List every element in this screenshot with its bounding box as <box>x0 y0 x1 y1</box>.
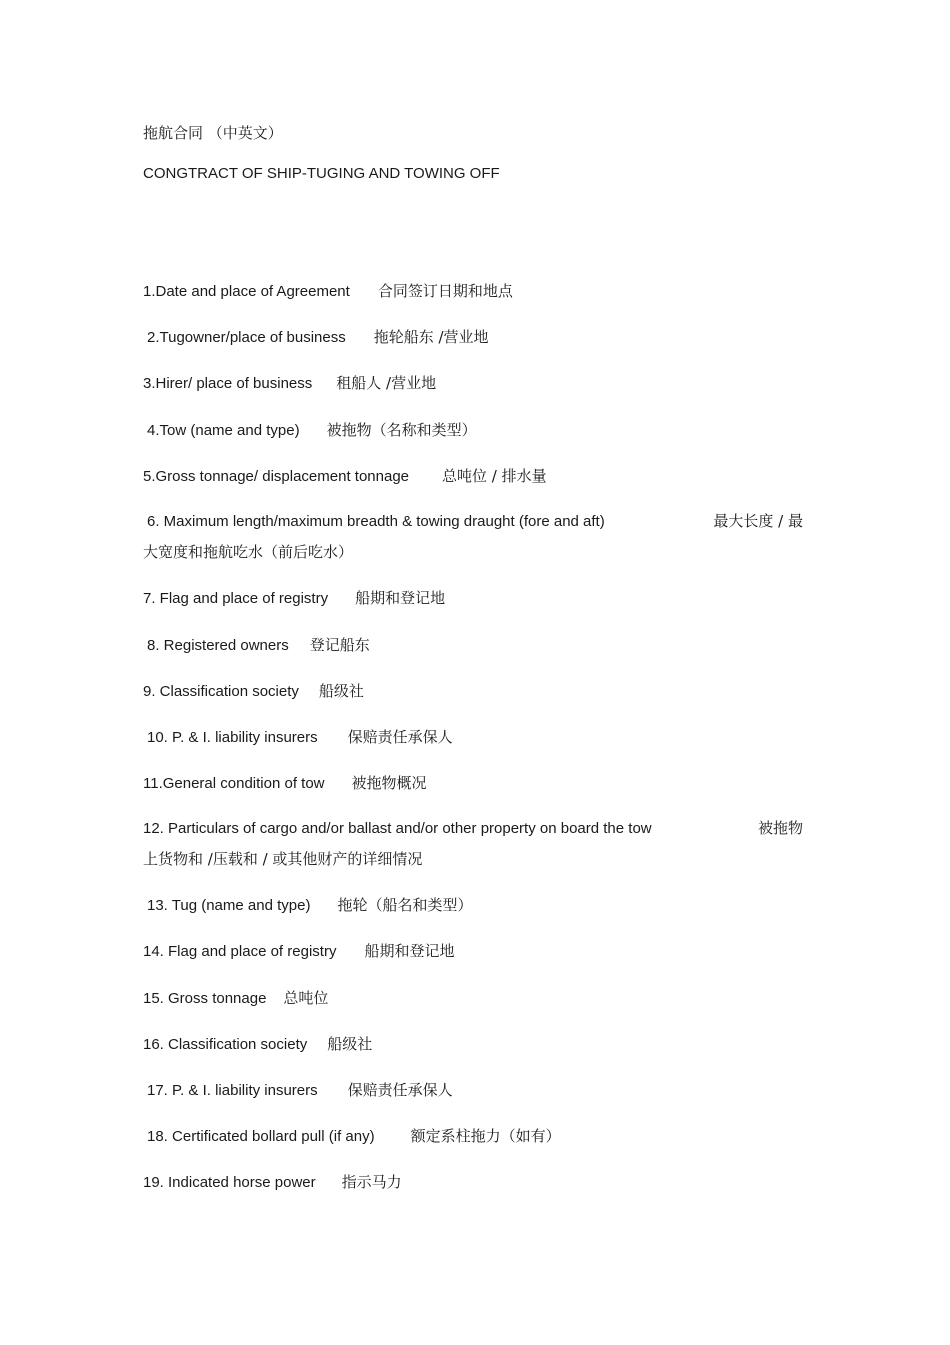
item-en: 17. P. & I. liability insurers <box>147 1082 318 1099</box>
document-title: 拖航合同 （中英文） <box>143 124 283 142</box>
item-cn: 总吨位 <box>283 989 329 1007</box>
item-en: 14. Flag and place of registry <box>143 943 337 960</box>
item-en: 10. P. & I. liability insurers <box>147 729 318 746</box>
list-item <box>143 588 445 609</box>
list-item <box>143 466 547 487</box>
list-item <box>143 773 427 794</box>
item-cn: 拖轮（船名和类型） <box>337 896 473 914</box>
item-en: 19. Indicated horse power <box>143 1174 316 1191</box>
list-item <box>147 420 477 441</box>
item-en: 8. Registered owners <box>147 637 289 654</box>
list-item <box>143 941 454 962</box>
item-cn-continued: 上货物和 /压载和 / 或其他财产的详细情况 <box>143 850 423 868</box>
item-en: 4.Tow (name and type) <box>147 422 300 439</box>
item-en: 2.Tugowner/place of business <box>147 329 346 346</box>
item-cn: 船期和登记地 <box>355 589 446 607</box>
item-cn-continued: 大宽度和拖航吃水（前后吃水） <box>143 543 354 561</box>
item-en: 1.Date and place of Agreement <box>143 283 350 300</box>
item-en: 6. Maximum length/maximum breadth & towing draught (fore and aft) <box>147 513 605 530</box>
item-cn: 登记船东 <box>309 636 370 654</box>
item-cn: 保赔责任承保人 <box>347 1081 453 1099</box>
item-cn: 总吨位 / 排水量 <box>442 467 547 485</box>
list-item <box>147 327 489 348</box>
document-subtitle: CONGTRACT OF SHIP-TUGING AND TOWING OFF <box>143 165 500 182</box>
item-en: 5.Gross tonnage/ displacement tonnage <box>143 468 410 485</box>
item-cn: 保赔责任承保人 <box>347 728 453 746</box>
list-item <box>143 281 513 302</box>
item-cn: 合同签订日期和地点 <box>377 282 513 300</box>
list-item <box>147 895 472 916</box>
item-cn: 被拖物概况 <box>351 774 427 792</box>
list-item <box>143 813 803 875</box>
item-cn: 船期和登记地 <box>364 942 455 960</box>
item-cn: 指示马力 <box>341 1173 402 1191</box>
item-en: 15. Gross tonnage <box>143 990 267 1007</box>
item-en: 3.Hirer/ place of business <box>143 375 313 392</box>
item-cn: 最大长度 / 最 <box>713 512 803 530</box>
item-cn: 额定系柱拖力（如有） <box>410 1127 561 1145</box>
list-item <box>143 1172 402 1193</box>
item-cn: 拖轮船东 /营业地 <box>373 328 489 346</box>
list-item <box>143 1034 372 1055</box>
item-en: 16. Classification society <box>143 1036 308 1053</box>
list-item <box>143 506 803 568</box>
item-en: 13. Tug (name and type) <box>147 897 311 914</box>
list-item <box>147 1080 453 1101</box>
item-en: 7. Flag and place of registry <box>143 590 329 607</box>
list-item <box>147 727 453 748</box>
item-cn: 船级社 <box>327 1035 373 1053</box>
item-en: 12. Particulars of cargo and/or ballast and/or other property on board the tow <box>143 820 652 837</box>
list-item <box>143 373 436 394</box>
item-en: 18. Certificated bollard pull (if any) <box>147 1128 375 1145</box>
list-item <box>147 635 370 656</box>
list-item <box>147 1126 561 1147</box>
item-cn: 租船人 /营业地 <box>336 374 437 392</box>
list-item <box>143 988 328 1009</box>
item-cn: 船级社 <box>318 682 364 700</box>
item-cn: 被拖物（名称和类型） <box>326 421 477 439</box>
item-cn: 被拖物 <box>757 819 803 837</box>
item-en: 11.General condition of tow <box>143 775 325 792</box>
item-en: 9. Classification society <box>143 683 299 700</box>
list-item <box>143 681 364 702</box>
